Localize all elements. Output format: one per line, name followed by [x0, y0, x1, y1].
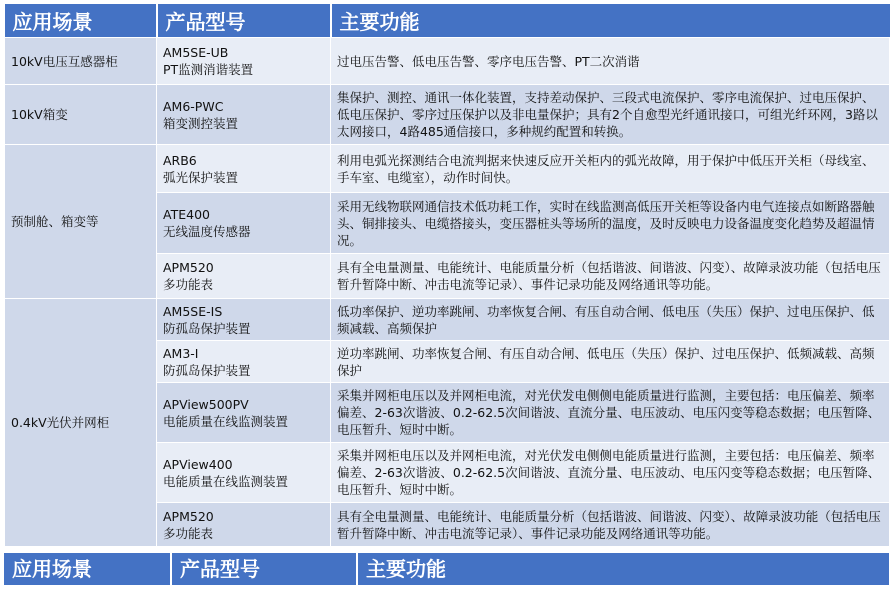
function-cell: 集保护、测控、通讯一体化装置，支持差动保护、三段式电流保护、零序电流保护、过电压保护、低电压保护、零序过压保护以及非电量保护；具有2个自愈型光纤通讯接口，可组光纤环网，3路以太网接口，4路485通信接口，多种规约配置和转换。 — [331, 85, 890, 145]
table-footer-header — [4, 553, 889, 585]
product-cell — [157, 383, 331, 443]
product-cell — [157, 443, 331, 503]
product-name: 多功能表 — [163, 277, 214, 292]
product-model: ATE400 — [163, 207, 210, 222]
footer-function: 主要功能 — [358, 553, 889, 585]
product-name: 多功能表 — [163, 525, 214, 541]
scene-cell: 10kV箱变 — [5, 85, 157, 145]
table-row — [5, 145, 890, 193]
function-cell: 低功率保护、逆功率跳闸、功率恢复合闸、有压自动合闸、低电压（失压）保护、过电压保护、低频减载、高频保护 — [331, 299, 890, 341]
product-name: 防孤岛保护装置 — [163, 362, 251, 378]
header-model: 产品型号 — [157, 4, 331, 38]
scene-cell: 0.4kV光伏并网柜 — [5, 299, 157, 547]
function-cell: 采集并网柜电压以及并网柜电流，对光伏发电侧侧电能质量进行监测，主要包括：电压偏差、频率偏差、2-63次谐波、0.2-62.5次间谐波、直流分量、电压波动、电压闪变等稳态数据；电压暂降、电压暂升、短时中断。 — [331, 443, 890, 503]
product-cell — [157, 341, 331, 383]
header-scene: 应用场景 — [5, 4, 157, 38]
product-cell — [157, 299, 331, 341]
function-cell: 采用无线物联网通信技术低功耗工作，实时在线监测高低压开关柜等设备内电气连接点如断路器触头、铜排接头、电缆搭接头，变压器桩头等场所的温度，及时反映电力设备温度变化趋势及超温情况。 — [331, 193, 890, 254]
product-name: 无线温度传感器 — [163, 224, 251, 239]
product-name: PT监测消谐装置 — [163, 62, 254, 77]
product-cell — [157, 503, 331, 547]
product-model: AM3-I — [163, 345, 199, 361]
product-cell — [157, 193, 331, 254]
product-model: APView500PV — [163, 396, 249, 412]
product-cell — [157, 85, 331, 145]
scene-cell: 预制舱、箱变等 — [5, 145, 157, 299]
product-cell — [157, 38, 331, 85]
function-cell: 利用电弧光探测结合电流判据来快速反应开关柜内的弧光故障，用于保护中低压开关柜（母线室、手车室、电缆室），动作时间快。 — [331, 145, 890, 193]
product-cell — [157, 145, 331, 193]
product-cell — [157, 254, 331, 299]
table-row — [5, 85, 890, 145]
product-name: 防孤岛保护装置 — [163, 320, 251, 336]
product-name: 电能质量在线监测装置 — [163, 413, 289, 429]
product-name: 电能质量在线监测装置 — [163, 473, 289, 489]
product-model: APM520 — [163, 260, 214, 275]
product-model: AM5SE-UB — [163, 45, 229, 60]
product-model: ARB6 — [163, 152, 197, 168]
function-cell: 采集并网柜电压以及并网柜电流，对光伏发电侧侧电能质量进行监测，主要包括：电压偏差、频率偏差、2-63次谐波、0.2-62.5次间谐波、直流分量、电压波动、电压闪变等稳态数据；电压暂降、电压暂升、短时中断。 — [331, 383, 890, 443]
function-cell: 逆功率跳闸、功率恢复合闸、有压自动合闸、低电压（失压）保护、过电压保护、低频减载、高频保护 — [331, 341, 890, 383]
product-table — [4, 4, 890, 547]
product-model: AM5SE-IS — [163, 303, 223, 319]
product-name: 弧光保护装置 — [163, 169, 239, 185]
product-model: APM520 — [163, 508, 214, 524]
footer-model: 产品型号 — [172, 553, 358, 585]
function-cell: 具有全电量测量、电能统计、电能质量分析（包括谐波、间谐波、闪变）、故障录波功能（包括电压暂升暂降中断、冲击电流等记录）、事件记录功能及网络通讯等功能。 — [331, 503, 890, 547]
product-table-container — [4, 4, 889, 585]
function-cell: 过电压告警、低电压告警、零序电压告警、PT二次消谐 — [331, 38, 890, 85]
table-row — [5, 299, 890, 341]
function-cell: 具有全电量测量、电能统计、电能质量分析（包括谐波、间谐波、闪变）、故障录波功能（包括电压暂升暂降中断、冲击电流等记录）、事件记录功能及网络通讯等功能。 — [331, 254, 890, 299]
footer-scene: 应用场景 — [4, 553, 172, 585]
product-name: 箱变测控装置 — [163, 115, 239, 131]
table-header — [5, 4, 890, 38]
table-row — [5, 38, 890, 85]
product-model: APView400 — [163, 456, 233, 472]
header-function: 主要功能 — [331, 4, 890, 38]
product-model: AM6-PWC — [163, 98, 224, 114]
scene-cell: 10kV电压互感器柜 — [5, 38, 157, 85]
